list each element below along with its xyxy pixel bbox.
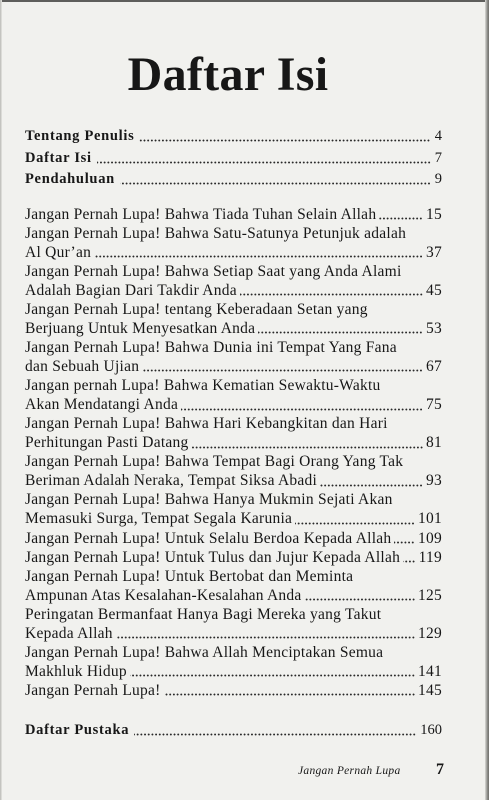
toc-page-number: 101	[418, 510, 442, 528]
toc-entry	[25, 205, 442, 224]
toc-entry-title-line: Jangan Pernah Lupa! Bahwa Hanya Mukmin Sejati Akan	[25, 491, 393, 509]
toc-entry-title-line: Jangan Pernah Lupa! Bahwa Hari Kebangkitan dan Hari	[25, 415, 388, 433]
toc-entry-title-line: Jangan Pernah Lupa! Bahwa Satu-Satunya Petunjuk adalah	[25, 225, 407, 243]
toc-page-number: 129	[418, 624, 442, 642]
toc-page-number: 81	[426, 434, 442, 452]
toc-page-number: 145	[418, 681, 442, 699]
toc-entry-title-line: Jangan Pernah Lupa! Untuk Bertobat dan Meminta	[25, 567, 354, 585]
toc-entry	[25, 548, 442, 567]
dot-leader	[164, 693, 415, 696]
dot-leader	[379, 217, 423, 220]
toc-entry-row	[25, 529, 442, 548]
dot-leader	[116, 636, 415, 639]
page-title: Daftar Isi	[127, 48, 329, 101]
toc-entry-title-line: Akan Mendatangi Anda	[25, 396, 179, 414]
folio-page-number: 7	[436, 761, 444, 778]
scan-edge-top	[0, 0, 489, 2]
dot-leader	[403, 560, 415, 563]
toc-entry-row	[25, 433, 442, 452]
toc-entry-title-line: Peringatan Bermanfaat Hanya Bagi Mereka yang Takut	[25, 605, 382, 623]
toc-entry-title: Jangan Pernah Lupa! Untuk Selalu Berdoa Kepada Allah	[25, 529, 392, 547]
toc-page-number: 141	[418, 662, 442, 680]
dot-leader	[181, 408, 423, 411]
toc-entry	[25, 490, 442, 528]
dot-leader	[320, 484, 423, 487]
toc-entry-title-line: Kepada Allah	[25, 624, 113, 642]
toc-page-number: 67	[426, 358, 442, 376]
toc-entry-row	[25, 357, 442, 376]
toc-page-number: 53	[426, 320, 442, 338]
toc-page-number: 9	[434, 171, 442, 187]
toc-entry-title: Jangan Pernah Lupa! Bahwa Tiada Tuhan Selain Allah	[25, 205, 377, 223]
dot-leader	[240, 293, 423, 296]
dot-leader	[134, 733, 416, 736]
front-matter-list	[25, 126, 442, 191]
dot-leader	[258, 331, 423, 334]
toc-entry-row	[25, 510, 442, 529]
toc-entry-back	[25, 720, 442, 742]
toc-entry-label: Pendahuluan	[25, 171, 115, 187]
scan-edge-right	[485, 0, 489, 800]
toc-entry-title: Jangan Pernah Lupa! Untuk Tulus dan Jujur Kepada Allah	[25, 548, 401, 566]
toc-page-number: 125	[418, 586, 442, 604]
toc-entry	[25, 224, 442, 262]
toc-entry	[25, 643, 442, 681]
toc-page-number: 160	[420, 722, 442, 738]
dot-leader	[305, 598, 415, 601]
toc-entry-row	[25, 319, 442, 338]
toc-entry	[25, 300, 442, 338]
toc-entry-title-line: Al Qur’an	[25, 244, 92, 262]
toc-page-number: 15	[426, 205, 442, 223]
toc-entry-title-line: Jangan Pernah Lupa! Bahwa Allah Menciptakan Semua	[25, 643, 384, 661]
toc-page-number: 37	[426, 244, 442, 262]
toc-entry-row	[25, 624, 442, 643]
dot-leader	[192, 446, 423, 449]
toc-entry-front	[25, 169, 442, 191]
toc-entry-row	[25, 281, 442, 300]
toc-entry-row	[25, 205, 442, 224]
toc-entry-title-line: Jangan Pernah Lupa! Bahwa Dunia ini Tempat Yang Fana	[25, 339, 397, 357]
toc-entry-row	[25, 471, 442, 490]
toc-entry-title-line: Jangan pernah Lupa! Bahwa Kematian Sewaktu-Waktu	[25, 377, 381, 395]
toc-page-number: 7	[434, 149, 442, 166]
toc-entry-title-line: Jangan Pernah Lupa! tentang Keberadaan Setan yang	[25, 301, 368, 319]
toc-entry	[25, 529, 442, 548]
toc-entry-title-line: Makhluk Hidup	[25, 662, 127, 680]
toc-entry-row	[25, 681, 442, 700]
toc-entry-title-line: Beriman Adalah Neraka, Tempat Siksa Abadi	[25, 472, 318, 490]
dot-leader	[142, 369, 423, 372]
toc-entry-row	[25, 662, 442, 681]
toc-entry	[25, 338, 442, 376]
scan-edge-left	[0, 0, 2, 800]
toc-entry-title-line: dan Sebuah Ujian	[25, 358, 140, 376]
toc-entry-title: Jangan Pernah Lupa!	[25, 681, 161, 699]
toc-page-number: 109	[418, 529, 442, 547]
toc-entry	[25, 414, 442, 452]
toc-entry-title-line: Ampunan Atas Kesalahan-Kesalahan Anda	[25, 586, 302, 604]
toc-page-number: 4	[434, 128, 442, 144]
dot-leader	[139, 139, 430, 142]
toc-entry	[25, 681, 442, 700]
toc-entry-row	[25, 586, 442, 605]
toc-entry-title-line: Jangan Pernah Lupa! Bahwa Tempat Bagi Orang Yang Tak	[25, 453, 404, 471]
toc-page-number: 75	[426, 396, 442, 414]
dot-leader	[295, 522, 415, 525]
toc-entry	[25, 452, 442, 490]
toc-entry-title-line: Memasuki Surga, Tempat Segala Karunia	[25, 510, 293, 528]
dot-leader	[394, 541, 415, 544]
toc-entry-title-line: Perhitungan Pasti Datang	[25, 434, 189, 452]
toc-entry-title-line: Berjuang Untuk Menyesatkan Anda	[25, 320, 256, 338]
toc-entry	[25, 376, 442, 414]
toc-entry-row	[25, 395, 442, 414]
toc-entry	[25, 567, 442, 605]
toc-entry	[25, 605, 442, 643]
toc-page-number: 93	[426, 472, 442, 490]
running-title: Jangan Pernah Lupa	[298, 765, 401, 777]
toc-entry-label: Tentang Penulis	[25, 128, 135, 144]
chapter-list	[25, 205, 442, 700]
dot-leader	[94, 255, 423, 258]
toc-page-number: 119	[418, 548, 442, 566]
toc-entry-label: Daftar Isi	[25, 149, 92, 166]
back-matter-list	[25, 720, 442, 742]
toc-page-number: 45	[426, 282, 442, 300]
dot-leader	[97, 161, 431, 164]
toc-entry-label: Daftar Pustaka	[25, 722, 130, 738]
toc-entry-title-line: Adalah Bagian Dari Takdir Anda	[25, 282, 237, 300]
toc-entry	[25, 262, 442, 300]
dot-leader	[130, 674, 415, 677]
toc-entry-title-line: Jangan Pernah Lupa! Bahwa Setiap Saat yang Anda Alami	[25, 263, 402, 281]
toc-entry-front	[25, 148, 442, 170]
toc-entry-row	[25, 243, 442, 262]
dot-leader	[120, 182, 431, 185]
toc-entry-row	[25, 548, 442, 567]
toc-entry-front	[25, 126, 442, 148]
